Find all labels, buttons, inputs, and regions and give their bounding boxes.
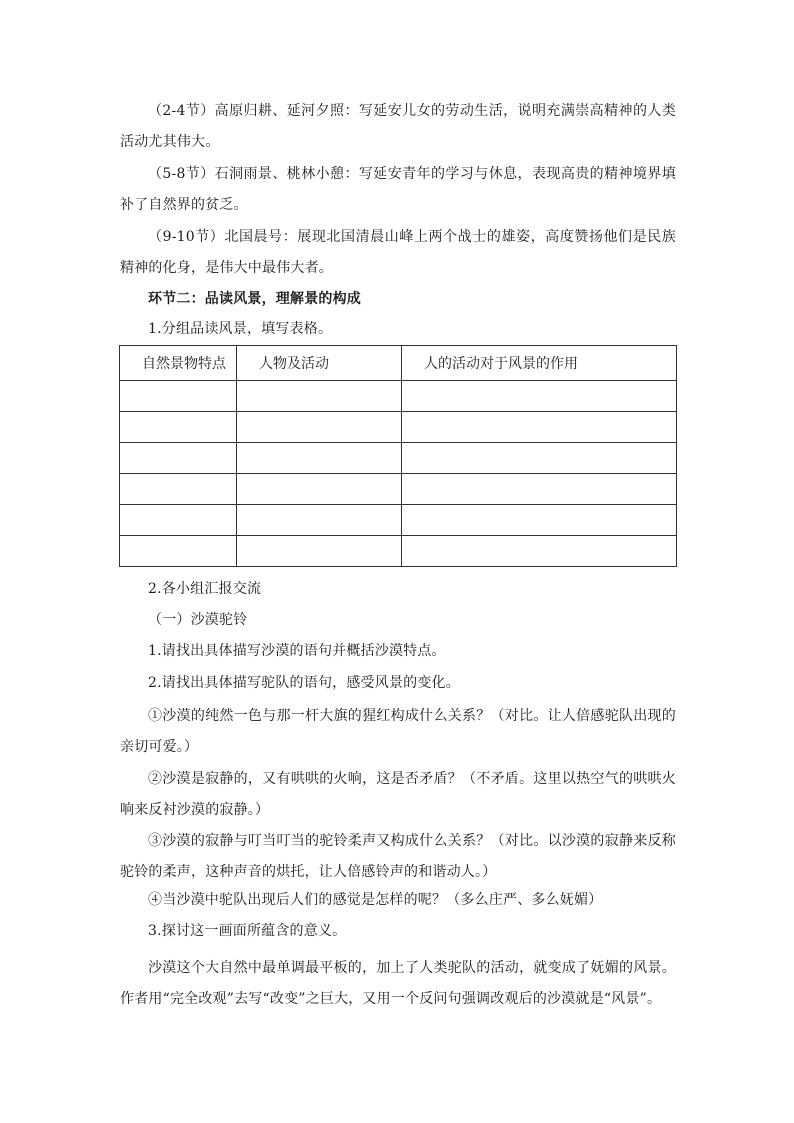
table-header-row bbox=[120, 346, 677, 381]
table-cell[interactable] bbox=[120, 412, 237, 443]
task-2-instruction: 2.各小组汇报交流 bbox=[148, 581, 262, 597]
table-cell[interactable] bbox=[237, 536, 402, 567]
question-1: 1.请找出具体描写沙漠的语句并概括沙漠特点。 bbox=[148, 643, 446, 659]
table-cell[interactable] bbox=[120, 505, 237, 536]
table-cell[interactable] bbox=[120, 474, 237, 505]
table-cell[interactable] bbox=[237, 505, 402, 536]
table-row bbox=[120, 381, 677, 412]
point-3: ③沙漠的寂静与叮当叮当的驼铃柔声又构成什么关系？（对比。以沙漠的寂静来反称驼铃的柔声，这种声音的烘托，让人倍感铃声的和谐动人。） bbox=[120, 833, 676, 880]
header-activity-effect: 人的活动对于风景的作用 bbox=[402, 346, 677, 381]
subsection-title-desert-bells: （一）沙漠驼铃 bbox=[148, 612, 248, 628]
paragraph-section-9-10: （9-10节）北国晨号：展现北国清晨山峰上两个战士的雄姿，高度赞扬他们是民族精神的化身，是伟大中最伟大者。 bbox=[120, 229, 676, 276]
table-cell[interactable] bbox=[402, 412, 677, 443]
table-cell[interactable] bbox=[402, 443, 677, 474]
paragraph-section-2-4: （2-4节）高原归耕、延河夕照：写延安儿女的劳动生活，说明充满崇高精神的人类活动尤其伟大。 bbox=[120, 103, 676, 150]
section-heading-2: 环节二：品读风景，理解景的构成 bbox=[148, 291, 361, 307]
table-row bbox=[120, 412, 677, 443]
header-natural-features: 自然景物特点 bbox=[120, 346, 237, 381]
table-cell[interactable] bbox=[120, 536, 237, 567]
fill-in-table bbox=[119, 345, 676, 567]
table-cell[interactable] bbox=[237, 474, 402, 505]
table-row bbox=[120, 505, 677, 536]
table-row bbox=[120, 474, 677, 505]
table-cell[interactable] bbox=[402, 381, 677, 412]
table-cell[interactable] bbox=[402, 536, 677, 567]
conclusion-paragraph: 沙漠这个大自然中最单调最平板的，加上了人类驼队的活动，就变成了妩媚的风景。作者用“完全改观”去写“改变”之巨大，又用一个反问句强调改观后的沙漠就是“风景”。 bbox=[120, 960, 676, 1007]
header-people-activities: 人物及活动 bbox=[237, 346, 402, 381]
point-2: ②沙漠是寂静的，又有哄哄的火响，这是否矛盾？（不矛盾。这里以热空气的哄哄火响来反衬沙漠的寂静。） bbox=[120, 771, 676, 818]
scenery-table bbox=[119, 345, 677, 567]
table-cell[interactable] bbox=[237, 412, 402, 443]
table-row bbox=[120, 536, 677, 567]
table-cell[interactable] bbox=[402, 505, 677, 536]
question-2: 2.请找出具体描写驼队的语句，感受风景的变化。 bbox=[148, 675, 460, 691]
task-1-instruction: 1.分组品读风景，填写表格。 bbox=[148, 321, 333, 337]
paragraph-section-5-8: （5-8节）石洞雨景、桃林小憩：写延安青年的学习与休息，表现高贵的精神境界填补了自然界的贫乏。 bbox=[120, 166, 676, 213]
table-cell[interactable] bbox=[120, 443, 237, 474]
table-cell[interactable] bbox=[402, 474, 677, 505]
table-cell[interactable] bbox=[237, 443, 402, 474]
question-3: 3.探讨这一画面所蕴含的意义。 bbox=[148, 923, 347, 939]
table-row bbox=[120, 443, 677, 474]
point-1: ①沙漠的纯然一色与那一杆大旗的猩红构成什么关系？（对比。让人倍感驼队出现的亲切可爱。） bbox=[120, 708, 676, 755]
point-4: ④当沙漠中驼队出现后人们的感觉是怎样的呢？（多么庄严、多么妩媚） bbox=[148, 892, 603, 908]
table-cell[interactable] bbox=[237, 381, 402, 412]
table-cell[interactable] bbox=[120, 381, 237, 412]
